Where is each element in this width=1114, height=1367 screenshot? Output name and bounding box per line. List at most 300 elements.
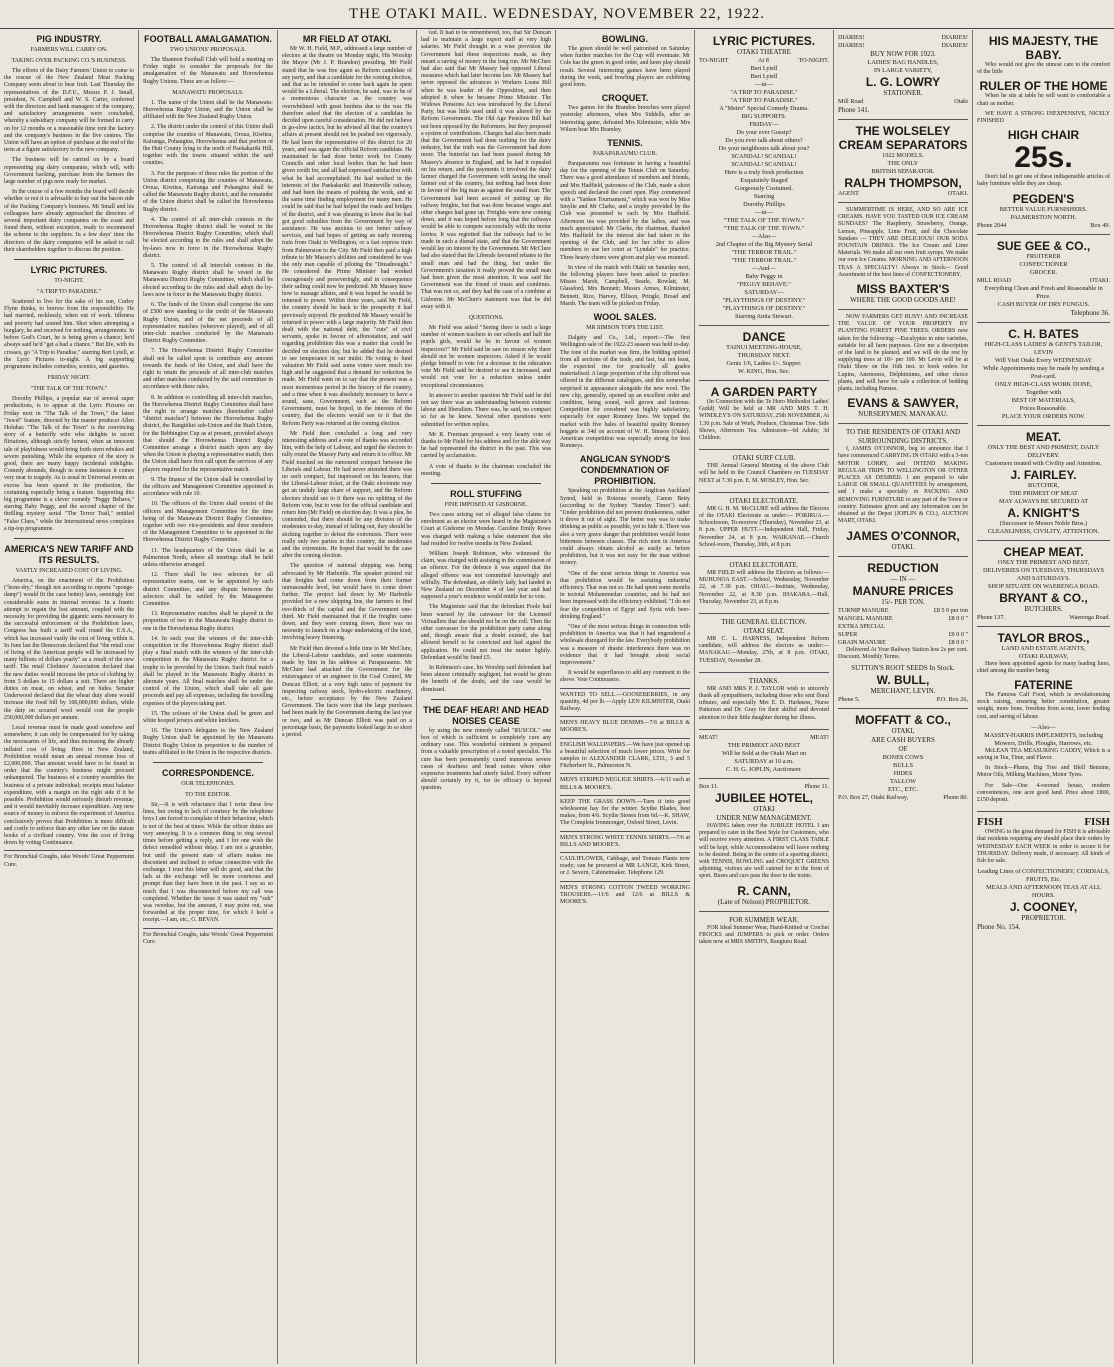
article-paragraph: The green should be well patronised on Saturday when further matches for the Cup will eventuate. Mr Cole has the green in good order, and keen play should result. Several interesting games have been played during the week, and bowling players are exhibiting good form. [560,46,690,89]
ad-subhead: OF [898,744,908,753]
ad-subhead: STATIONER. [883,89,923,97]
ad-headline: R. CANN, [737,883,791,898]
ad-row [977,816,1110,829]
ad-line: Starring [753,193,775,200]
ad-paragraph: HAVING taken over the JUBILEE HOTEL I am prepared to cater in the Best Style for Customers, who will receive every attention. A FIRST CLASS TABLE will be kept, while Accommodation will leave nothing to be desired. Being in the centre of a sporting district, with TENNIS, BOWLING and CROQUET GREENS adjoining, visitors are well catered for in the form of sport. Buses and cars pass the door to the trains. [699,822,829,880]
ad-lines [699,65,829,321]
ad-lines [977,444,1110,468]
article-paragraph: Two cases arising out of alleged false claims for enrolment as an elector were heard in the Magistrate's Court at Gisborne on Monday. Caroline Emily Rowe was charged with making a false statement that she had resided for twelve months in New Zealand. [421,511,551,547]
electorate-ad [699,556,829,613]
ad-line: TAINUI MEETING-HOUSE, [726,344,802,351]
ad-headline: J. FAIRLEY. [1010,467,1077,482]
article-subhead: TAKING OVER PACKING CO.'S BUSINESS. [11,58,127,64]
article-paragraph: 14. In each year the winners of the inter-club competition in the Horowhenua Rugby district shall play a final match with the winners of the inter-club competition in the Manawatu Rugby district for a trophy to be provided by the Union. Such final match shall be played in the Manawatu Rugby district in alternate years. All final matches shall be under the control of the Union, which shall take all gate proceeds and pay all expenses, including the travelling expenses of the players taking part. [143,635,273,707]
row-cell: Mill Road [838,98,864,105]
nursery-ad [838,309,968,423]
ad-headline: HIGH CHAIR [1007,128,1080,143]
article-subhead: FARMERS WILL CARRY ON. [30,47,108,53]
row-cell: DIARIES! [838,42,865,49]
article-headline: FOOTBALL AMALGAMATION. [144,34,272,44]
jubilee-hotel-ad [699,778,829,911]
moffatt-ad [838,708,968,806]
ad-subhead: NURSERYMEN, MANAKAU. [858,410,948,419]
ad-lines [699,742,829,774]
row-cell: £9 0 0 " [948,630,968,638]
article-paragraph: Mr Field was asked "Seeing there is such a large number of women teachers in our schools and half the pupils girls, would he be in favour of women inspectors?" Mr Field said he saw no reason why there should not be women inspectors. Asked if he would pledge himself to vote for a decrease in the education vote Mr Field said he desired to see it increased, and would not vote for a reduction unless under exceptional circumstances. [421,324,551,389]
ad-subhead: OTAKI. [891,542,915,551]
ad-row [977,277,1110,285]
ad-lines [977,206,1110,222]
ad-line: THE PRIMEST OF MEAT [1009,489,1078,497]
ad-line: —And— [752,265,776,272]
classified-ad: ENGLISH WALLPAPERS.—We have just opened up a beautiful selection of much lower prices. Write for samples to ALEXANDER CLARK, LTD., 3 and 5 Fitzherbert St., Palmerston N. [560,738,690,774]
ad-line: "A TRIP TO PARADISE." [730,89,798,96]
article-subhead: "THE TALK OF THE TOWN." [30,386,108,393]
ad-lines [977,341,1110,421]
ad-line: A "Metro" Special Comedy Drama. [719,105,809,112]
surf-club-ad [699,449,829,492]
article-paragraph: Dalgety and Co., Ltd., report:—The first Wellington sale of the 1922-23 season was held to-day. The tone of the market was firm, the bidding spirited from all sections of the trade, and fast, but not least, the expected rise for practically all grades materialised. A large proportion of the clip offered was offered in the different catalogues, and this somewhat surprised in appearance alongside the new wool. The new clip, generally, opened up an excellent order and condition, being sound, well grown and lustrous. Competition for crossbred was highly satisfactory, especially for super Romney lines. We topped the market with five bales of beautiful quality Romney hoggets at 34d on account of W. H. Simson (Otaki). American competition was especially strong for best Romneys. [560,335,690,450]
ad-line: 2nd Chapter of the Big Mystery Serial [715,241,813,248]
article-headline: AMERICA'S NEW TARIFF AND ITS RESULTS. [4,543,134,565]
ad-line: HIGH-CLASS LADIES' & GENT'S TAILOR, [984,340,1103,348]
ad-line: "A TRIP TO PARADISE." [730,97,798,104]
row-cell: DIARIES! [941,42,968,49]
article-headline: PIG INDUSTRY. [36,34,102,44]
meat-sale-ad [699,729,829,778]
row-cell: MEAT! [810,733,829,741]
ad-paragraph: MR C. L. HARNESS, Independent Reform candidate, will address the electors as under:— MANAKAU.—Monday, 27th, at 8 p.m. OTAKI, TUESDAY, November 28. [699,636,829,664]
ad-line: CASH BUYER OF DRY FUNGUS. [997,300,1090,308]
ad-paragraph: Don't fail to get one of these indispensible articles of baby furniture while they are cheap. [977,174,1110,188]
ad-paragraph: by using the new remedy called "RUSCOL" one box of which is sufficient to completely cure any ordinary case. This wonderful ointment is prepared from a valuable prescription of a noted specialist. The cure has been permanently cured numerous severe cases of deafness and head noises where other expensive treatments had utterly failed. Every sufferer should certainly try it, for its efficacy is beyond question. [421,727,551,792]
ad-headline: TO THE RESIDENTS OF OTAKI AND SURROUNDING DISTRICTS. [845,428,961,446]
ad-line: FRUITERER [1026,252,1061,260]
ad-line: Exquisitely Staged [740,177,788,184]
ad-line: Bert Lytell [750,65,778,72]
ad-line: IN LARGE VARIETY, [873,67,933,74]
article-paragraph: Two games for the Brandon brooches were played yesterday afternoon, when Mrs Siddells, after an interesting game, defeated Mrs Kilminster, while Mrs Wilson beat Mrs Bramley. [560,105,690,133]
ad-row [699,783,829,791]
footer-ad: For Bronchial Coughs, take Woods' Great Peppermint Cure. [4,850,134,871]
ad-line: LAND AND ESTATE AGENTS, [1001,644,1086,652]
ad-line: BEST OF MATERIALS, [1011,396,1076,404]
column-7 [834,30,973,1364]
carrier-ad [838,423,968,555]
ad-subhead: PROPRIETOR. [1021,914,1066,923]
row-cell: TURNIP MANURE [838,606,889,614]
ad-row [838,42,968,50]
article-paragraph: 4. The control of all inter-club contests in the Horowhenua Rugby district shall be vested in the Horowhenua District Rugby Committee, which shall be elected according to the rules and shall adopt the by-laws now in force in the Horowhenua Rugby district. [143,216,273,259]
article-paragraph: William Joseph Robinson, who witnessed the claim, was charged with assisting in the commission of an offence. For the defence it was argued that the alleged offence was not committed knowingly and wilfully. The defendant, an elderly lady, had landed in New Zealand on December 4 of last year and had supposed a year's residence would entitle her to vote. [421,551,551,601]
ad-line: BULLS [893,761,913,769]
ad-headline: LYRIC PICTURES. [712,34,816,48]
ad-paragraph: Have been appointed agents for many leading lines, chief among the number being [977,660,1110,674]
price-row [838,623,968,631]
article-subhead: TO THE EDITOR. [185,792,231,799]
row-cell: Waerenga Road. [1069,613,1110,621]
ad-line: Dorothy Phillips [743,201,785,208]
article-paragraph: "One of the most serious things in America was that prohibition would be assisting industrial efficiency. That was not so. He had spent some months in tectotal Mohammedan countries, and he had not been impressed with the efficiency exhibited. "I do not fear the competition of Egypt and Syria with beer-drinking England." [560,570,690,620]
article-headline: ROLL STUFFING [450,488,522,499]
ad-line: MEALS AND AFTERNOON TEAS AT ALL HOURS. [985,884,1102,900]
article-subhead: PARAPARAUMU CLUB. [593,151,657,158]
classified-ad: MEN'S STRONG WHITE TENNIS SHIRTS.—7/6 at BILLS AND MOORE'S. [560,831,690,852]
article-paragraph: The efforts of the Dairy Farmers' Union to come to the rescue of the New Zealand Meat Packing Company seem about to bear fruit. Last Thursday the representatives of the D.F.U., Messrs P. J. Small, president, N. Campbell and W. S. Carter, conferred with the directors and bank managers of the company, and satisfactory arrangements were concluded, whereby a subsidiary company will be formed to carry on for 12 months or a reasonable time rent the factory and the company's business in the five centres. The Union will have an option of purchase at the end of the term at a figure satisfactory to the new company. [4,68,134,154]
ad-lines [977,482,1110,506]
column-8 [973,30,1114,1364]
row-cell: FISH [977,816,1003,829]
ad-line: GROCER. [1029,268,1058,276]
article-paragraph: Paraparaumu was fortunate in having a beautiful day for the opening of the Tennis Club on Saturday. There was a good attendance of members and friends, and Mrs Hadfield, patroness of the Club, made a short speech and declared the court open. Play commenced with a "Yankee Tournament," which was won by Miss Smylie and Mr Clarke, and a trophy provided by the Club was presented to each by Mrs Hadfield. Afternoon tea was provided by the ladies, and was much appreciated. Mr Clarke, the chairman, thanked Mrs Hadfield for the interest she had taken in the opening of the Club, and for her offer to allow members to use her court at "Lyndale" for practice. Three hearty cheers were given and play was resumed. [560,161,690,261]
article-paragraph: "One of the most serious things in connection with prohibition in America was that it had engendered a wholesale disregard for the law. Everybody prohibition was a measure of drastic interference there was no evidence that it had brought about social improvement." [560,624,690,667]
ad-line: Do your ever Gossip? [736,129,792,136]
row-cell: SUPER [838,630,858,638]
ad-headline: MISS BAXTER'S [856,282,950,297]
price-row [838,607,968,615]
ad-headline: PEGDEN'S [1012,191,1075,206]
ad-row [977,222,1110,230]
article-paragraph: 10. The officers of the Union shall consist of the officers and Management Committee for the time being of the Manawatu District Rugby Committee, together with two vice-presidents and three members of the Management Committee to be appointed in the Horowhenua District Rugby Committee. [143,501,273,544]
ad-line: MASSEY-HARRIS IMPLEMENTS, including Mowers, Drills, Ploughs, Harrows, etc. [984,731,1103,747]
row-cell: P.O. Box 27, Otaki Railway, [838,793,909,801]
row-cell: GRAIN MANURE [838,638,886,646]
ad-line: —Also— [1031,723,1056,731]
ad-row [838,34,968,42]
ad-subhead: OTAKI [753,804,775,813]
phone-number: Telephone 36. [1070,308,1110,317]
ad-line: "PLAYTHINGS OF DESTINY." [722,305,806,312]
row-cell: Phone 80. [943,793,968,801]
article-headline: CROQUET. [601,93,649,104]
ad-paragraph: SUMMERTIME IS HERE, AND SO ARE ICE CREAMS. HAVE YOU TASTED OUR ICE CREAM SUNDAES? The Raspberry, Strawberry, Orange, Lemon, Pineapple, Lime Fruit, and the Chocolate Sundaes — THEY ARE DELICIOUS! OUR SODA FOUNTAIN DRINKS. The Ice Cream and Lime Materials. We make all our own fruit syrups. We make our own Ice Creams. MORNING AND AFTERNOON TEAS A SPECIALTY! Always in Stock— Good Assortment of the best lines of CONFECTIONERY. [838,207,968,278]
row-cell: Phone 5. [838,695,860,703]
garden-party-ad [699,380,829,449]
ad-headline: THANKS. [748,676,780,685]
classified-ad: WANTED TO SELL.—GOOSEBERRIES, in any quantity, 4d per lb.—Apply LEN KILMISTER, Otaki Railway. [560,688,690,717]
ad-paragraph: In Stock—Plums, Big Tree and Blell Benzine, Motor Oils, Milking Machines, Motor Tyres. [977,765,1110,779]
masthead: THE OTAKI MAIL. WEDNESDAY, NOVEMBER 22, 1922. [0,0,1114,29]
row-cell: Phone 137. [977,613,1005,621]
column-4 [417,30,556,1364]
article-subhead: "A TRIP TO PARADISE." [36,289,102,296]
ad-headline: MOFFATT & CO., [855,712,951,727]
article-paragraph: iod. It had to be remembered, too, that Sir Duncan had to maintain a large expert staff at very high salaries. Mr Field thought in a wise provision the Government had these inspections made, as they meant a saving of money in the long run. Mr McClure had also said that Mr Massey had opposed Liberal measures which had later become law. Mr Massey had never opposed the advances to Workers Loans Bill when he was leader of the Opposition, and then adopted it when he became Prime Minister. The Widows Pensions Act was introduced by the Liberal Party, but was little used until it was altered by the Reform Government. The Old Age Pensions Bill had not been opposed by the Reformers, but they proposed a system of contributions. Charges had also been made that the Government had done nothing for the dairy industry, but the truth was the Government had done more. The butterfat tax had been passed during Mr Massey's absence in England, and he had it repealed on his return, and the payments it involved the dairy farmer charged the Government with taxing the small farmer out of the country, but nothing had been done in favour of the big man as against the small man. The Government had been accused of putting up the railway freights, but that was done because wages and other charges had gone up. Freights were now coming down, and it was hoped before long that the railways would be able to compete successfully with the motor lorries. It was regretted that the railways had to be made in such a dismal state, and that the Government would lay on interest by the Government. Mr McClure had also stated that the Liberals favoured rebates to the small man and had the thing, but under the Government's taxation it really proved the small man had been given the most attention. It was said the Government was the friend of trusts and combines. That was not so, and they had the case of a combine at Gisborne. Mr McClure's statement was that he did away with it. [421,30,551,310]
article-subhead: MANAWATU PROPOSALS. [172,89,244,96]
ad-line: —in— [755,81,773,88]
ad-paragraph: MR G. H. M. McCLURE will address the Electors of the OTAKI Electorate as under:— PORIRUA.—Schoolroom, To-morrow (Thursday), November 23, at 8 p.m. UPPER HUTT.—Independent Hall, Friday, November 24, at 8 p.m. WAIKANAE.—Church School-room, Thursday, 30th, at 8 p.m. [699,505,829,548]
ad-line: C. H. G. JOPLIN, Auctioneer. [726,765,802,773]
ad-lines [977,559,1110,591]
article-paragraph: In view of the match with Otaki on Saturday next, the following players have been asked to practice: Misses Marsh, Campbell, Searle, Rowlatt, M. Glassford, Mrs Bennett; Messrs Armes, Kilminster, Bennett, Rice, Harvey, Ellison, Pringle, Broad and Marsh. The team will be picked on Friday. [560,264,690,307]
article-headline: TENNIS. [607,138,643,149]
ad-line: Starring Anita Stewart. [735,313,793,320]
article-paragraph: Mr W. H. Field, M.P., addressed a large number of electors at the theatre on Monday night, His Worship the Mayor (Mr J. P. Brandon) presiding. Mr Field stated that he was free again as Reform candidate of any party, and that a candidate for the coming election, and that as he intended to come back again he spent would be a Liberal. The election, he said, was to be of a momentous character as the country was overwhelmed with great burdens due to the war. He therefore asked that the election of a candidate be decided upon careful consideration. He did not believe in go-slow tactics, but he advised all that the country's affairs at present should not be pushed too vigorously. He had been the representative of this district for 20 years, and was again the official Reform candidate. He maintained he had done better work for County Councils and other local bodies than he had been given credit for, and all had expressed satisfaction with what he had accomplished. He had worked in the interests of the Paekakariki and Hunterville railway, and had been the means of pushing the work, and at the same time finding employment for many men. He could be said that he had helped the roads and bridges of the district, and it was pleasing to know that he had got good subsidies from the Government by way of assistance. He was anxious to see better railway services, and had hopes of getting an early morning train from Otaki to Wellington, or a fast express train from Palmerston to the City. Mr Field then paid a high tribute to Mr Massey's abilities and considered he was the only man capable of piloting the "Dreadnought." He considered the Prime Minister had worked courageously and perseveringly, and in consequence their sailing could now be predicted. Mr Massey knew how to manage affairs, and it was hoped he would be returned to power. Within three years, said Mr Field, the country should be back to the prosperity it had previously enjoyed. He predicted Mr Massey would be returned to power with a large majority. Mr Field then dealt with the national debt, the "cuts" of civil servants, spoke in favour of afforestation, and said regarding prohibition this was a matter that could be decided on election day, but he added that he desired to see temperance in our midst. He voting to fund valuation Mr Field said some voters were much too high and he suggested that a demand for reduction be made. Mr Field went on to say that the present was a most momentous period in the history of the country, and a time when it was absolutely necessary to have a sound, sane, Government, such as the Reform Government, must be hoped, in the interests of the country, that the electors would see to it that the Reform Party was returned at the coming election. [282,46,412,427]
article-paragraph: 6. The funds of the Union shall comprise the sum of £500 now standing to the credit of the Manawatu Rugby Union, and of the net proceeds of all representative matches (wherever played), and of all inter-club matches conducted by the Manawatu District Rugby Committee. [143,302,273,345]
cheap-meat-ad [977,540,1110,626]
row-cell: £8 0 0 " [948,614,968,622]
divider [431,699,541,700]
ad-line: PALMERSTON NORTH. [1010,213,1077,221]
article-paragraph: 15. The colours of the Union shall be green and white hooped jerseys and white knickers. [143,710,273,725]
ad-line: BETTER VALUE FURNISHERS. [999,205,1088,213]
ad-paragraph: FOR Ideal Summer Wear, Hand-Knitted or Crochet FROCKS and JUMPERS to pick or order. Orders taken now at MRS SMITH'S, Rangiuru Road. [699,924,829,945]
ad-line: FRIDAY— [749,121,779,128]
article-paragraph: Mr R. Freeman proposed a very hearty vote of thanks to Mr Field for his address and for the able way he had represented the district in the past. This was carried by acclamation. [421,431,551,460]
article-paragraph: The business will be carried on by a board representing pig dairy companies, which will, with Government backing, purchase from the farmers the large number of pigs now ready for market. [4,157,134,186]
divider [153,762,263,763]
ad-paragraph: When he sits at table he will want to comfortable a chair as mother. [977,93,1110,107]
classified-ad: MEN'S HEAVY BLUE DENIMS—7/6 at BILLS & MOORE'S. [560,716,690,737]
classified-ad: MEN'S STRIPED NEGLIGE SHIRTS.—6/11 each at BILLS & MOORE'S. [560,773,690,794]
ad-lines [838,754,968,794]
ad-headline: MANURE PRICES [852,583,954,598]
row-cell: OTAKI. [947,190,968,197]
ad-headline: DANCE [742,330,786,344]
ad-headline: CHEAP MEAT. [1003,544,1084,559]
ad-line: "THE TERROR TRAIL." [731,249,797,256]
ad-paragraph: The Famous Calf Food, which is revolutionising stock raising, ensuring better constitution, greater weight, more bone, freedom from scour, lower feeding cost, and saving of labour. [977,692,1110,720]
row-cell: Otaki [954,98,968,105]
divider [14,538,124,539]
manure-ad [838,556,968,708]
article-paragraph: 1. The name of the Union shall be the Manawatu-Horowhenua Rugby Union, and the Union shall be affiliated with the New Zealand Rugby Union. [143,99,273,121]
ad-headline: OTAKI SURF CLUB. [732,454,796,463]
classified-ad: KEEP THE GRASS DOWN.—Turn it into good wholesome hay for the winter. Scythe Blades, best makes, from 4/6. Scythe Stones from 6d.—K. SHAW, The Complete Ironmonger, Oxford Street, Levin. [560,795,690,831]
ad-paragraph: OWING to the great demand for FISH it is advisable that residents requiring any should place their orders by WEDNESDAY EACH WEEK in order to secure it for THURSDAY. Delivery made, if necessary. All kinds of fish for sale. [977,829,1110,865]
ad-line: SHOP SITUATE ON WAERENGA ROAD. [987,582,1100,590]
ad-line: "THE TALK OF THE TOWN." [723,225,805,232]
article-paragraph: In Robinson's case, his Worship said defendant had been almost criminally negligent, but would be given the benefit of the doubt, and the case would be dismissed. [421,665,551,693]
ad-line: CONFECTIONER [1019,260,1068,268]
ad-subhead: OTAKI SEAT. [743,627,785,636]
ad-line: Customers treated with Civility and Attention. [985,459,1102,467]
article-headline: LYRIC PICTURES. [30,265,108,276]
dance-ad [699,325,829,380]
article-paragraph: Scattered to live for the sake of his son, Curley Flynn thinks, to borrow from the responsibility. He had married, recklessly, when out of work. Idleness and poverty had soured him. Shot when attempting a burglary, he and received for nothing, arrangements. In before God's Court, he is being given a chance; he'd always said he'd "get a bad a chance." But life, with its crosses, go "A Trip to Paradise," starring Bert Lytell, at the Lyric Pictures to-night. A big supporting programme includes comedies, scenics, and gazettes. [4,299,134,370]
article-paragraph: Mr Field then concluded a long and very interesting address and a vote of thanks was accorded him, with the help of Labour, and urged the electors to rally round the Massey Party and return it to office. Mr Field touched on the rumoured compact between the Liberals and Labour. He had never attended there was no such compact, but impressed on his hearers, that the Liberal-Labour ticket, at the Otaki electorate may get an unduly large share of support, and the Reform electors should see to it there was no splitting of the Reform vote, but to vote for the official candidate and return him (Mr Field) on election day. It was a plea, he contended, that there should be any division of the moderates to-day, instead of falling out, they should be sticking together to defeat the extremists. There were really only two parties in this country, the moderates and the extremists. He hoped that would be the case after the coming election. [282,430,412,560]
ad-row [838,98,968,106]
ad-line: 1922 MODELS. [882,152,924,159]
ad-line: Will Visit Otaki Every WEDNESDAY [994,356,1093,364]
ad-lines [838,59,968,75]
ad-subhead: — IN — [890,574,916,583]
row-cell: AGENT [838,190,859,197]
row-cell: MILL ROAD [977,276,1011,284]
row-cell: OTAKI. [1089,276,1110,284]
ad-paragraph: For Sale—One 4-roomed house, modern conveniences, one acre good land. Price about £800, £150 deposit. [977,782,1110,804]
price-row [838,615,968,623]
row-cell: At 8 [758,57,769,64]
ad-row [838,190,968,198]
article-paragraph: 5. The control of all interclub contests in the Manawatu Rugby district shall be vested in the Manawatu District Rugby Committee, which shall be elected according to the rules and shall adopt the by-laws now in force in the Manawatu Rugby district. [143,263,273,298]
ad-subhead: OTAKI THEATRE [737,48,791,56]
meat-ad [977,425,1110,540]
ad-line: "THE TERROR TRAIL." [731,257,797,264]
column-1 [0,30,139,1364]
footer-ad: For Bronchial Coughs, take Woods' Great Peppermint Cure. [143,928,273,949]
price-row [838,639,968,647]
electorate-ad [699,492,829,556]
ad-line: THURSDAY NEXT. [737,352,791,359]
article-paragraph: 12. There shall be two selectors for all representative teams, one to be appointed by each district Committee, and any dispute between the selectors shall be settled by the Management Committee. [143,572,273,608]
ad-subhead: (Late of Nelson) PROPRIETOR. [717,897,811,906]
ad-line: PLACE YOUR ORDERS NOW. [1001,412,1086,420]
ad-paragraph: I, JAMES O'CONNOR, beg to announce that I have commenced CARRYING IN OTAKI with a 3-ton MOTOR LORRY, and INTEND MAKING REGULAR TRIPS TO WELLINGTON OR OTHER PLACES AS DESIRED. I am prepared to take LARGE OR SMALL QUANTITIES by arrangement, and I make a specialty in PACKING AND REMOVING FURNITURE to any part of the Town or country. Estimates given and any information can be obtained at the Depot (JOPLIN & CO.), AUCTION MART, OTAKI. [838,446,968,525]
ad-line: THE ONLY [887,160,919,167]
ad-paragraph: (In Connection with the Te Horo Methodist Ladies' Guild) Will be held at MR AND MRS T. H. WINDLEY'S ON SATURDAY, 25th NOVEMBER, At 1.30 p.m. Sale of Work, Produce, Christmas Tree. Side Shows, Afternoon Tea. Admission—6d Adults; 3d Children. [699,399,829,442]
ad-line: While Appointments may be made by sending a Post-card. [983,364,1104,380]
divider [14,259,124,260]
ad-subhead: ARE CASH BUYERS [871,735,935,744]
ad-line: Everything Clean and Fresh and Reasonable in Price. [984,284,1103,300]
ad-headline: J. COONEY, [1009,900,1078,915]
ad-headline: HIS MAJESTY, THE BABY. [988,34,1099,62]
ad-headline: OTAKI ELECTORATE. [729,561,799,570]
sue-gee-ad [977,234,1110,322]
article-headline: ANGLICAN SYNOD'S CONDEMNATION OF PROHIBITION. [579,454,671,487]
row-cell: FISH [1084,816,1110,829]
ad-paragraph: Delivered At Your Railway Station less 2s per cent. Discount. Monthly Terms. [838,646,968,660]
article-paragraph: 13. Representative matches shall be played in the proportion of two in the Manawatu Rugby district to one in the Horowhenua Rugby district. [143,611,273,632]
ad-headline: BRYANT & CO., [999,590,1088,605]
article-paragraph: Mr Field then devoted a little time to Mr McClure, the Liberal-Labour candidate, and some statements made by him in his address at Paraparaumu. Mr McClure had attacked the Government for the extravagance of an engineer to the Coal Control, Mr Duncan Elliott, at a very high rates of payment for inspecting railway stock, hydro-electric machinery, etc., before acceptance by the New Zealand Government. The facts were that the large purchases had been made by the Government during the last year or two, and as Mr Duncan Elliott was paid on a percentage basis, the payments looked large in so short a period. [282,645,412,739]
price: 25s. [1014,141,1073,175]
ad-line: W. KING, Hon. Sec. [737,368,791,375]
high-chair-ad [977,30,1110,234]
row-cell: £8 0 0 " [948,638,968,646]
row-cell: TO-NIGHT. [798,57,829,64]
ad-subhead: SUTTON'S ROOT SEEDS In Stock. [851,663,955,672]
ad-headline: RULER OF THE HOME [979,79,1108,94]
ad-row [699,57,829,65]
ad-subhead: 15/- PER TON. [881,597,925,606]
article-headline: WOOL SALES. [593,312,657,323]
ad-row [699,734,829,742]
row-cell: Box 11. [699,782,719,790]
ad-headline: THE DEAF HEAR! AND HEAD NOISES CEASE [423,704,549,726]
ad-headline: EVANS & SAWYER, [847,396,959,411]
ad-paragraph: NOW FARMERS GET BUSY! AND INCREASE THE VALUE OF YOUR PROPERTY BY PLANTING FOREST PINE TREES. ORDERS now taken for the following:—Eucalyptus in nine varieties, suitable for all farm purposes. Give me a description of the land to be planted, and we will do the rest by supplying trees at 10/- per 100. Mr Levin will be at Otaki Show on the 16th inst. to book orders for Lupins, Anemones, Delphiniums, and other choice plants, and will have for sale a collection of bedding plants, including Pansies. [838,314,968,393]
ad-line: BUTCHER, [1028,481,1059,489]
ad-subhead: OTAKI, [891,726,915,735]
ad-headline: A GARDEN PARTY [710,385,818,399]
ad-headline: FATERINE [1014,678,1073,693]
article-headline: MR FIELD AT OTAKI. [302,34,392,44]
summer-wear-ad [699,911,829,954]
column-2 [139,30,278,1364]
ad-headline: RALPH THOMPSON, [844,176,962,190]
column-3 [278,30,417,1364]
ad-line: Prices Reasonable. [1019,404,1068,412]
article-paragraph: In answer to another question Mr Field said he did not say there was an understanding between extreme labour and liberalism. There was, he said, no compact so far as he knew. Several other questions were submitted for written replies. [421,392,551,428]
ad-subhead: BUY NOW FOR 1923. [870,50,936,58]
ad-paragraph: MR AND MRS P. J. TAYLOR wish to sincerely thank all sympathisers, including those who sent floral tributes, and especially Mrs E. D. Harkness, Nurse Patterson and Dr. Gray for their skilful and devoted attention to their little daughter during her illness. [699,685,829,721]
ad-line: Here is a truly fresh production [724,169,804,176]
ad-paragraph: THE Annual General Meeting of the above Club will be held in the Council Chambers on TUESDAY NEXT at 7.30 p.m. E. M. MOSLEY, Hon. Sec. [699,463,829,484]
ad-subhead: MERCHANT, LEVIN. [870,686,936,695]
article-paragraph: 8. In addition to controlling all inter-club matches, the Horowhenua District Rugby Committee shall have the right to arrange matches (hereinafter called "district matches") between the Horowhenua Rugby district, the Rangitikei sub-Union and the Bush Union, for the Bebbington Cup as at present, provided always that should the Horowhenua District Rugby Committee arrange a district match upon any day when the Union is playing a representative match, then the Union shall have first call upon the services of any players required for the representative match. [143,394,273,473]
ad-lines [977,724,1110,748]
ad-line: TALLOW [889,777,917,785]
ad-lines [977,253,1110,277]
ad-line: Will be Sold at the Otaki Mart on [721,749,807,757]
article-subhead: FINE IMPOSED AT GISBORNE. [444,501,528,508]
ad-paragraph: WE HAVE A STRONG INEXPENSIVE, NICELY FINISHED [977,110,1110,125]
article-paragraph: It would be superfluous to add any comment to the above. Vote Continuance. [560,670,690,684]
ad-line: SATURDAY— [744,289,784,296]
ad-line: ONLY THE BEST AND PRIMEST, DAILY DELIVERY. [987,443,1100,459]
ad-headline: FOR SUMMER WEAR. [729,915,799,924]
ad-line: MAY ALWAYS BE SECURED AT [998,497,1089,505]
article-headline: BOWLING. [602,34,648,44]
ad-line: Gorgeously Costumed. [735,185,793,192]
ad-line: BRITISH SEPARATOR. [871,168,935,175]
article-paragraph: Dorothy Phillips, a popular star of several super productions, is to appear at the Lyric Pictures on Friday next in "The Talk of the Town," the latest "Jewel" feature, directed by the master producer Allen Holubar. "The Talk of the Town" is the convincing story of a butterfly wife who delights in secret flirtations, although strictly honest, when an innocent tale of playfulness would bring forth stern rebukes and severe punishing. While the sequence of the story is good, there are many happy incidental sidelights. Comedy abounds, though in some instances it comes very near to tragedy. As is usual in Universal events an excess has been spared in the production, the costuming especially being a feature. Supporting this big programme is a clever comedy "Peggy Behave," starring Baby Peggy, and the second chapter of the thrilling mystery serial "The Terror Trail," entitled "False Clues," while the International news completes a tip-top programme. [4,396,134,532]
ad-line: Do you ever talk about others? [725,137,803,144]
fish-ad [977,811,1110,936]
ad-subhead: WHERE THE GOOD GOODS ARE! [850,296,956,305]
ad-paragraph: Who would not give the utmost care to the comfort of the little [977,62,1110,76]
article-subhead: OUR TELEPHONES. [181,781,235,788]
ad-headline: MEAT. [1025,429,1062,444]
ad-subhead: UNDER NEW MANAGEMENT. [716,813,812,822]
lowry-ad [838,30,968,119]
ad-line: SCANDAL! SCANDAL! [731,153,797,160]
article-paragraph: A vote of thanks to the chairman concluded the meeting. [421,463,551,477]
article-paragraph: Local revenue must be made good somehow and somewhere; it can only be compensated for by taking the necessaries of life, and thus increasing the already inflated cost of living. Here in New Zealand, Prohibition would mean an annual revenue loss of £2,000,000. That amount would have to be found in order that the country's business might proceed unhampered. The business of a country resembles the business of a private individual; receipts must balance expenditure, with a margin on the right side if it be possible. Prohibition would seriously disturb revenue, and it would inevitably increase expenditure. Any new source of money to enforce the experiment of America conclusively proves that Prohibition is more difficult and costly to enforce than any other law on the statute books of a civilised country. Vote the cost of living down by voting Continuance. [4,725,134,847]
ad-line: —Also— [751,233,777,240]
article-paragraph: The Shannon Football Club will hold a meeting on Friday night to consider the proposals for the amalgamation of the Manawatu and Horowhenua Rugby Unions. These are as follow:— [143,57,273,85]
article-paragraph: 2. The district under the control of this Union shall comprise the counties of Manawatu, Oroua, Kiwitea, Kairanga, Pohangina, Horowhenua and that portion of the Hutt County lying to the north of Paekakariki Hill, together with the towns situated within the said counties. [143,124,273,167]
row-cell: DIARIES! [941,34,968,41]
ad-lines [699,344,829,376]
row-cell: P.O. Box 26, [936,695,968,703]
ad-row [977,614,1110,622]
ad-line: OTAKI RAILWAY, [1018,652,1069,660]
ad-paragraph: MR FIELD will address the Electors as follows:— MUHUNOA EAST.—School, Wednesday, November 22, at 7.30 p.m. OHAU.—Institute, Wednesday, November 22, at 8.30 p.m. IHAKARA.—Hall, Thursday, November 23, at 8 p.m. [699,570,829,605]
ad-line: "PEGGY BEHAVE." [737,281,791,288]
ad-line: BIG SUPPORTS. [741,113,787,120]
ad-headline: JAMES O'CONNOR, [846,528,960,543]
ad-headline: L. G. LOWRY [865,75,941,89]
ad-line: (Successor to Messrs Noble Bros.) [999,519,1088,527]
article-subhead: FRIDAY NIGHT. [47,375,91,382]
ad-line: Leading Lines of CONFECTIONERY, CORDIALS, FRUITS, Etc. [977,868,1110,884]
ad-line: "PLAYTHINGS OF DESTINY." [722,297,806,304]
ad-line: DELIVERIES ON TUESDAYS, THURSDAYS AND SATURDAYS. [982,566,1105,582]
ad-lines [977,285,1110,309]
article-paragraph: 7. The Horowhenua District Rugby Committee shall not be called upon to contribute any amount towards the funds of the Union, and shall have the right to retain the proceeds of all inter-club matches and other matches conducted by the said committee in accordance with these rules. [143,348,273,391]
article-subhead: MR SIMSON TOPS THE LIST. [586,325,664,332]
row-cell: £8 5 0 per ton [933,606,968,614]
ad-lines [838,152,968,176]
ad-line: BONES COWS [882,753,924,761]
ad-line: "THE TALK OF THE TOWN." [723,217,805,224]
bates-ad [977,322,1110,425]
ad-lines [977,868,1110,900]
classified-ad: MEN'S STRONG COTTON TWEED WORKING TROUSERS.—11/6 and 12/6 at BILLS & MOORE'S. [560,881,690,910]
ad-line: LADIES' BAG HANDLES, [867,59,939,66]
row-cell: Phone 2044 [977,221,1007,229]
thanks-ad [699,672,829,729]
wolseley-ad [838,119,968,202]
lyric-pictures-ad [699,30,829,325]
article-paragraph: The question of national shipping was being advocated by Mr Harbottle. The speaker pointed out that freights had come down from their former unreasonable level, but would have to come down further. The project laid down by Mr Harbottle provided for a new shipping line, the farmers to find two-thirds of the capital and the Government one-third. Mr Field maintained that if the freights came down, and they were coming down, there was no necessity to launch on a huge undertaking of the kind, involving heavy financing. [282,563,412,642]
ad-line: Bert Lytell [750,73,778,80]
row-cell: DIARIES! [838,34,865,41]
baxter-ad [838,202,968,309]
